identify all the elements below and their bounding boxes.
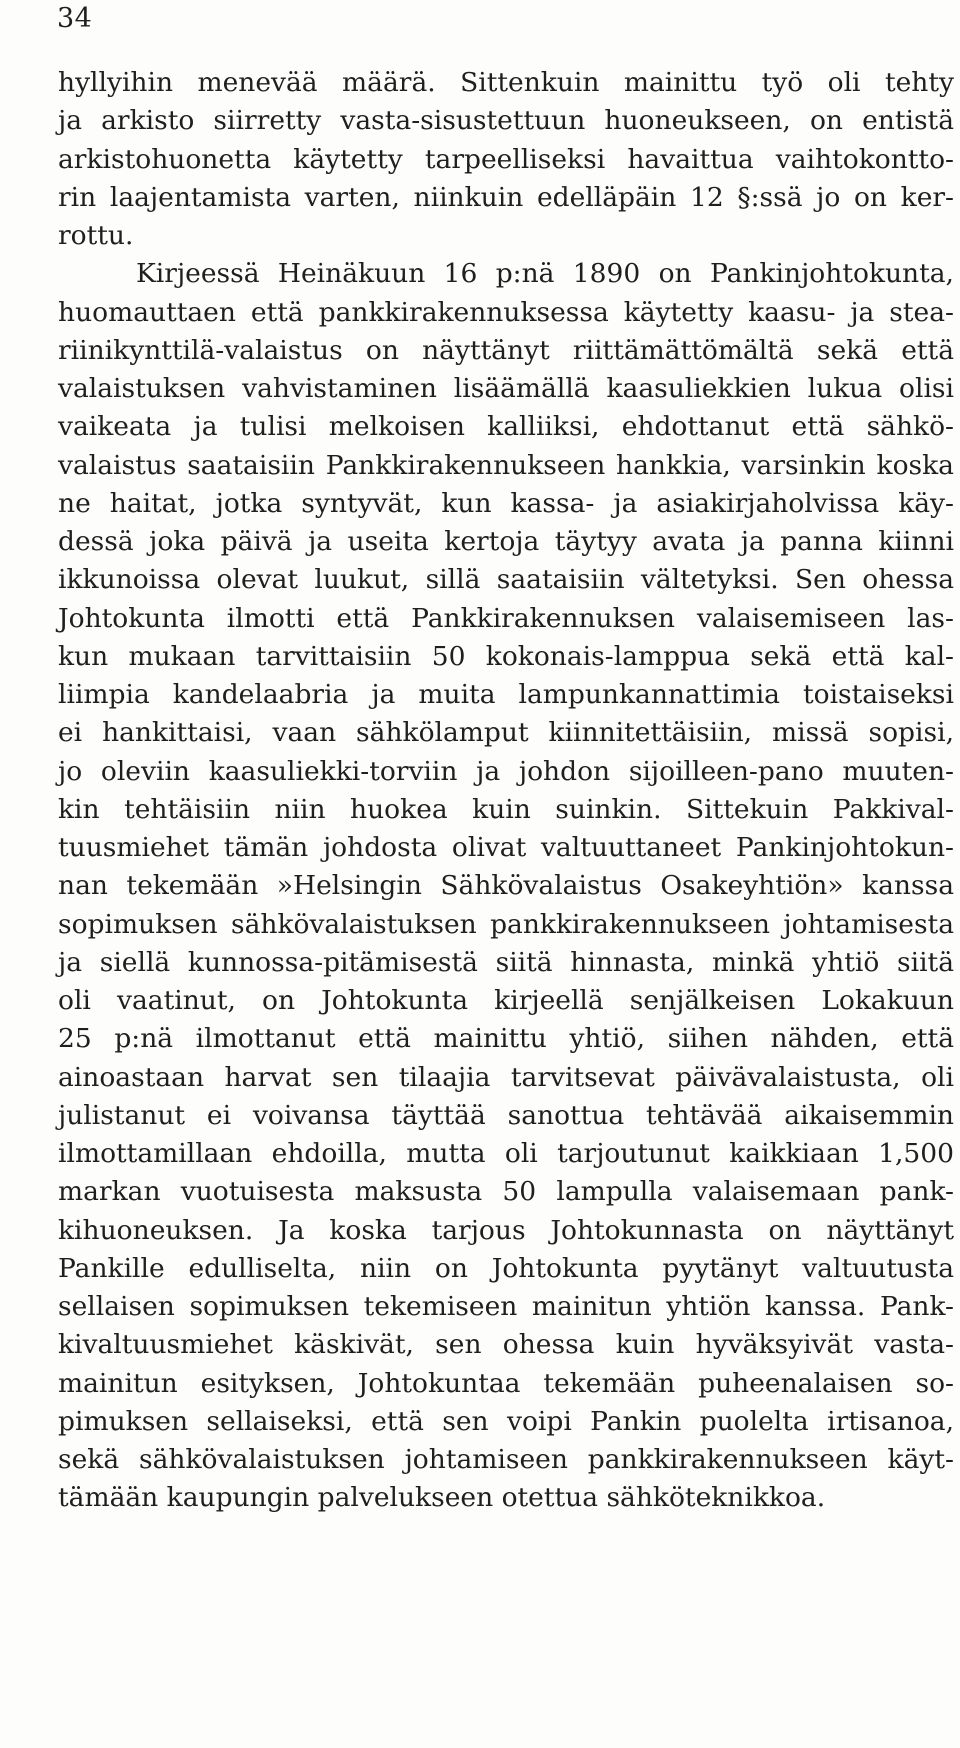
text-line: hyllyihin menevää määrä. Sittenkuin mainittu työ oli tehty (58, 67, 954, 98)
text-line: sopimuksen sähkövalaistuksen pankkirakennukseen johtamisesta (58, 908, 954, 940)
text-line: mainitun esityksen, Johtokuntaa tekemään puheenalaisen so- (58, 1367, 954, 1399)
text-line: arkistohuonetta käytetty tarpeelliseksi havaittua vaihtokontto- (58, 143, 954, 175)
text-line: vaikeata ja tulisi melkoisen kalliiksi, ehdottanut että sähkö- (58, 411, 954, 443)
text-line: 25 p:nä ilmottanut että mainittu yhtiö, siihen nähden, että (58, 1023, 954, 1055)
text-line: kihuoneuksen. Ja koska tarjous Johtokunnasta on näyttänyt (58, 1214, 954, 1246)
body-text (58, 64, 954, 1518)
text-line: ikkunoissa olevat luukut, sillä saataisiin vältetyksi. Sen ohessa (58, 564, 954, 596)
text-line: sekä sähkövalaistuksen johtamiseen pankkirakennukseen käyt- (58, 1444, 954, 1475)
text-line: kivaltuusmiehet käskivät, sen ohessa kuin hyväksyivät vasta- (58, 1329, 954, 1361)
text-line: ainoastaan harvat sen tilaajia tarvitsevat päivävalaistusta, oli (58, 1061, 954, 1093)
text-line: Johtokunta ilmotti että Pankkirakennuksen valaisemiseen las- (58, 602, 954, 634)
text-line: huomauttaen että pankkirakennuksessa käytetty kaasu- ja stea- (58, 296, 954, 328)
text-line: tuusmiehet tämän johdosta olivat valtuuttaneet Pankinjohtokun- (58, 832, 954, 863)
text-line: pimuksen sellaiseksi, että sen voipi Pankin puolelta irtisanoa, (58, 1405, 954, 1437)
text-line: markan vuotuisesta maksusta 50 lampulla valaisemaan pank- (58, 1176, 954, 1208)
text-line: ne haitat, jotka syntyvät, kun kassa- ja asiakirjaholvissa käy- (58, 487, 954, 519)
text-line: ei hankittaisi, vaan sähkölamput kiinnitettäisiin, missä sopisi, (58, 717, 954, 749)
text-line: julistanut ei voivansa täyttää sanottua tehtävää aikaisemmin (58, 1099, 954, 1131)
text-line: ja siellä kunnossa-pitämisestä siitä hinnasta, minkä yhtiö siitä (58, 946, 954, 978)
text-line: ilmottamillaan ehdoilla, mutta oli tarjoutunut kaikkiaan 1,500 (58, 1138, 954, 1169)
text-line: liimpia kandelaabria ja muita lampunkannattimia toistaiseksi (58, 679, 954, 710)
text-line: oli vaatinut, on Johtokunta kirjeellä senjälkeisen Lokakuun (58, 985, 954, 1016)
text-line: kin tehtäisiin niin huokea kuin suinkin. Sittekuin Pakkival- (58, 793, 954, 825)
text-line: tämään kaupungin palvelukseen otettua sähköteknikkoa. (58, 1482, 826, 1514)
text-line: Pankille edulliselta, niin on Johtokunta pyytänyt valtuutusta (58, 1252, 954, 1284)
text-line: Kirjeessä Heinäkuun 16 p:nä 1890 on Pankinjohtokunta, (136, 258, 954, 290)
text-line: nan tekemään »Helsingin Sähkövalaistus Osakeyhtiön» kanssa (58, 870, 954, 902)
text-line: valaistuksen vahvistaminen lisäämällä kaasuliekkien lukua olisi (58, 373, 954, 404)
text-line: sellaisen sopimuksen tekemiseen mainitun yhtiön kanssa. Pank- (58, 1291, 954, 1322)
text-line: dessä joka päivä ja useita kertoja täytyy avata ja panna kiinni (58, 526, 954, 557)
page-number: 34 (57, 3, 93, 34)
text-line: ja arkisto siirretty vasta-sisustettuun huoneukseen, on entistä (58, 105, 954, 137)
text-line: valaistus saataisiin Pankkirakennukseen hankkia, varsinkin koska (58, 449, 954, 481)
text-line: riinikynttilä-valaistus on näyttänyt riittämättömältä sekä että (58, 334, 954, 366)
text-line: rin laajentamista varten, niinkuin edelläpäin 12 §:ssä jo on ker- (58, 181, 954, 213)
text-line: rottu. (58, 220, 134, 251)
text-line: kun mukaan tarvittaisiin 50 kokonais-lamppua sekä että kal- (58, 640, 954, 672)
text-line: jo oleviin kaasuliekki-torviin ja johdon sijoilleen-pano muuten- (58, 755, 954, 787)
